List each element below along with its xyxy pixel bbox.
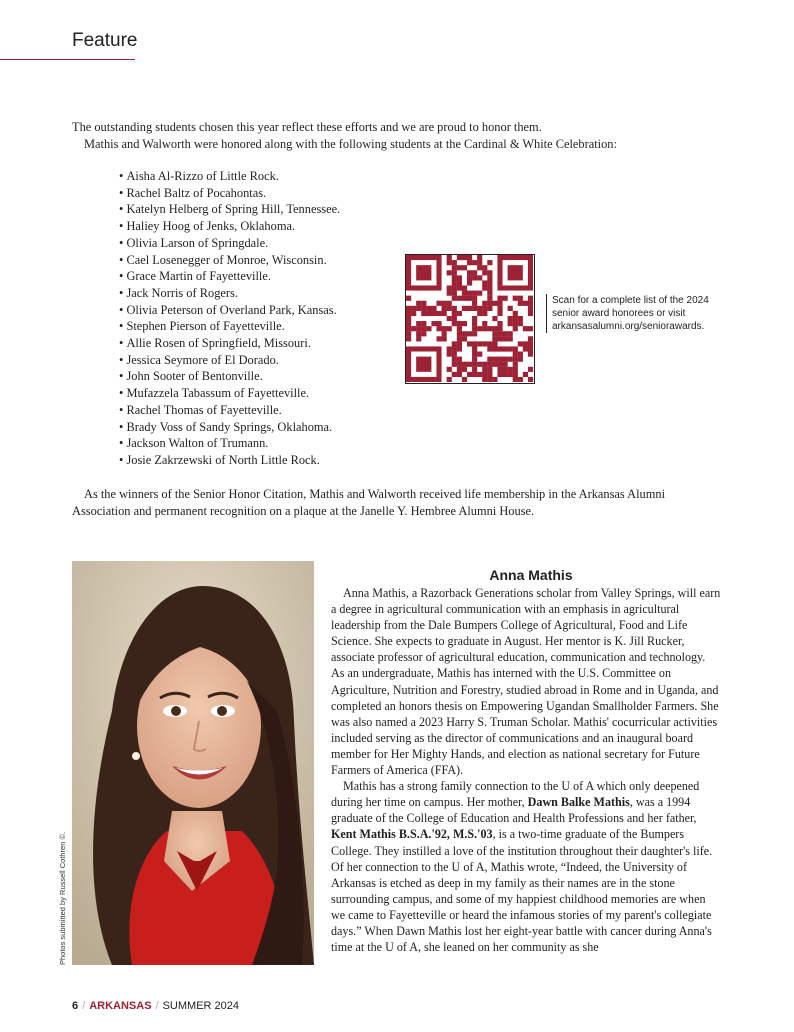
- portrait-photo: [72, 561, 314, 965]
- honoree-item: • Brady Voss of Sandy Springs, Oklahoma.: [119, 419, 340, 436]
- honoree-item: • Allie Rosen of Springfield, Missouri.: [119, 335, 340, 352]
- intro-line-1: The outstanding students chosen this year reflect these efforts and we are proud to honor them.: [72, 120, 542, 134]
- honoree-item: • Rachel Thomas of Fayetteville.: [119, 402, 340, 419]
- honoree-item: • Mufazzela Tabassum of Fayetteville.: [119, 385, 340, 402]
- photo-credit: Photos submitted by Russell Cothren ©.: [58, 831, 67, 965]
- honoree-item: • Stephen Pierson of Fayetteville.: [119, 318, 340, 335]
- honoree-item: • Jackson Walton of Trumann.: [119, 435, 340, 452]
- bio-mother-name: Dawn Balke Mathis: [527, 795, 630, 810]
- qr-code-icon: [406, 255, 533, 382]
- honoree-item: • Jack Norris of Rogers.: [119, 285, 340, 302]
- honoree-item: • Olivia Peterson of Overland Park, Kansas.: [119, 302, 340, 319]
- bio-paragraph-1: Anna Mathis, a Razorback Generations scholar from Valley Springs, will earn a degree in agricultural communication with an emphasis in agricultural leadership from the Dale Bumpers College of Agricultural, Food and Life Science. She expects to graduate in August. Her mentor is K. Jill Rucker, associate professor of agricultural education, communication and technology. As an undergraduate, Mathis has interned with the U.S. Committee on Agriculture, Nutrition and Forestry, studied abroad in Rome and in Uganda, and completed an honors thesis on Empowering Ugandan Smallholder Farmers. She was also named a 2023 Harry S. Truman Scholar. Mathis' cocurricular activities included serving as the director of communications and an inaugural board member for Her Mighty Hands, and election as national secretary for Future Farmers of America (FFA).: [331, 586, 721, 778]
- honoree-item: • Jessica Seymore of El Dorado.: [119, 352, 340, 369]
- honoree-item: • Haliey Hoog of Jenks, Oklahoma.: [119, 218, 340, 235]
- honoree-item: • Rachel Baltz of Pocahontas.: [119, 185, 340, 202]
- qr-code[interactable]: [405, 254, 535, 384]
- bio-text: [331, 585, 721, 955]
- magazine-name: ARKANSAS: [89, 1000, 152, 1012]
- winners-paragraph: As the winners of the Senior Honor Citation, Mathis and Walworth received life membership in the Arkansas Alumni Association and permanent recognition on a plaque at the Janelle Y. Hembree Alumni House.: [72, 487, 666, 518]
- honoree-item: • Josie Zakrzewski of North Little Rock.: [119, 452, 340, 469]
- honoree-item: • Aisha Al-Rizzo of Little Rock.: [119, 168, 340, 185]
- honoree-item: • Cael Losenegger of Monroe, Wisconsin.: [119, 252, 340, 269]
- honoree-item: • Grace Martin of Fayetteville.: [119, 268, 340, 285]
- bio-paragraph-2: [331, 778, 721, 955]
- portrait-illustration: [72, 561, 314, 965]
- section-rule: [0, 59, 135, 60]
- page-number: 6: [72, 1000, 79, 1012]
- issue-label: SUMMER 2024: [162, 1000, 240, 1012]
- honoree-item: • John Sooter of Bentonville.: [119, 368, 340, 385]
- intro-line-2: Mathis and Walworth were honored along with the following students at the Cardinal & White Celebration:: [84, 137, 617, 151]
- bio-name: Anna Mathis: [489, 567, 573, 583]
- bio-father-name: Kent Mathis B.S.A.'92, M.S.'03: [331, 827, 493, 842]
- bio-text-run: , is a two-time graduate of the Bumpers College. They instilled a love of the institution throughout their daughter's life. Of her connection to the U of A, Mathis wrote, “Indeed, the University of Arkansas is etched as deep in my family as their names are in the stone surrounding campus, and some of my happiest childhood memories are when we came to Fayetteville or heard the infamous stories of my parent's collegiate days.” When Dawn Mathis lost her eight-year battle with cancer during Anna's time at the U of A, she leaned on her community as she: [331, 827, 713, 955]
- section-title: Feature: [72, 30, 138, 51]
- honoree-list: [119, 168, 340, 469]
- honoree-item: • Katelyn Helberg of Spring Hill, Tennessee.: [119, 201, 340, 218]
- qr-caption: Scan for a complete list of the 2024 senior award honorees or visit arkansasalumni.org/seniorawards.: [546, 294, 732, 333]
- bio-text-run: , was a 1994 graduate of the College of Education and Health Professions and her father,: [331, 795, 697, 826]
- page-footer: 6 / ARKANSAS / SUMMER 2024: [72, 1000, 240, 1012]
- bio-text-run: Mathis has a strong family connection to the U of A which only deepened during her time on campus. Her mother,: [331, 779, 700, 810]
- honoree-item: • Olivia Larson of Springdale.: [119, 235, 340, 252]
